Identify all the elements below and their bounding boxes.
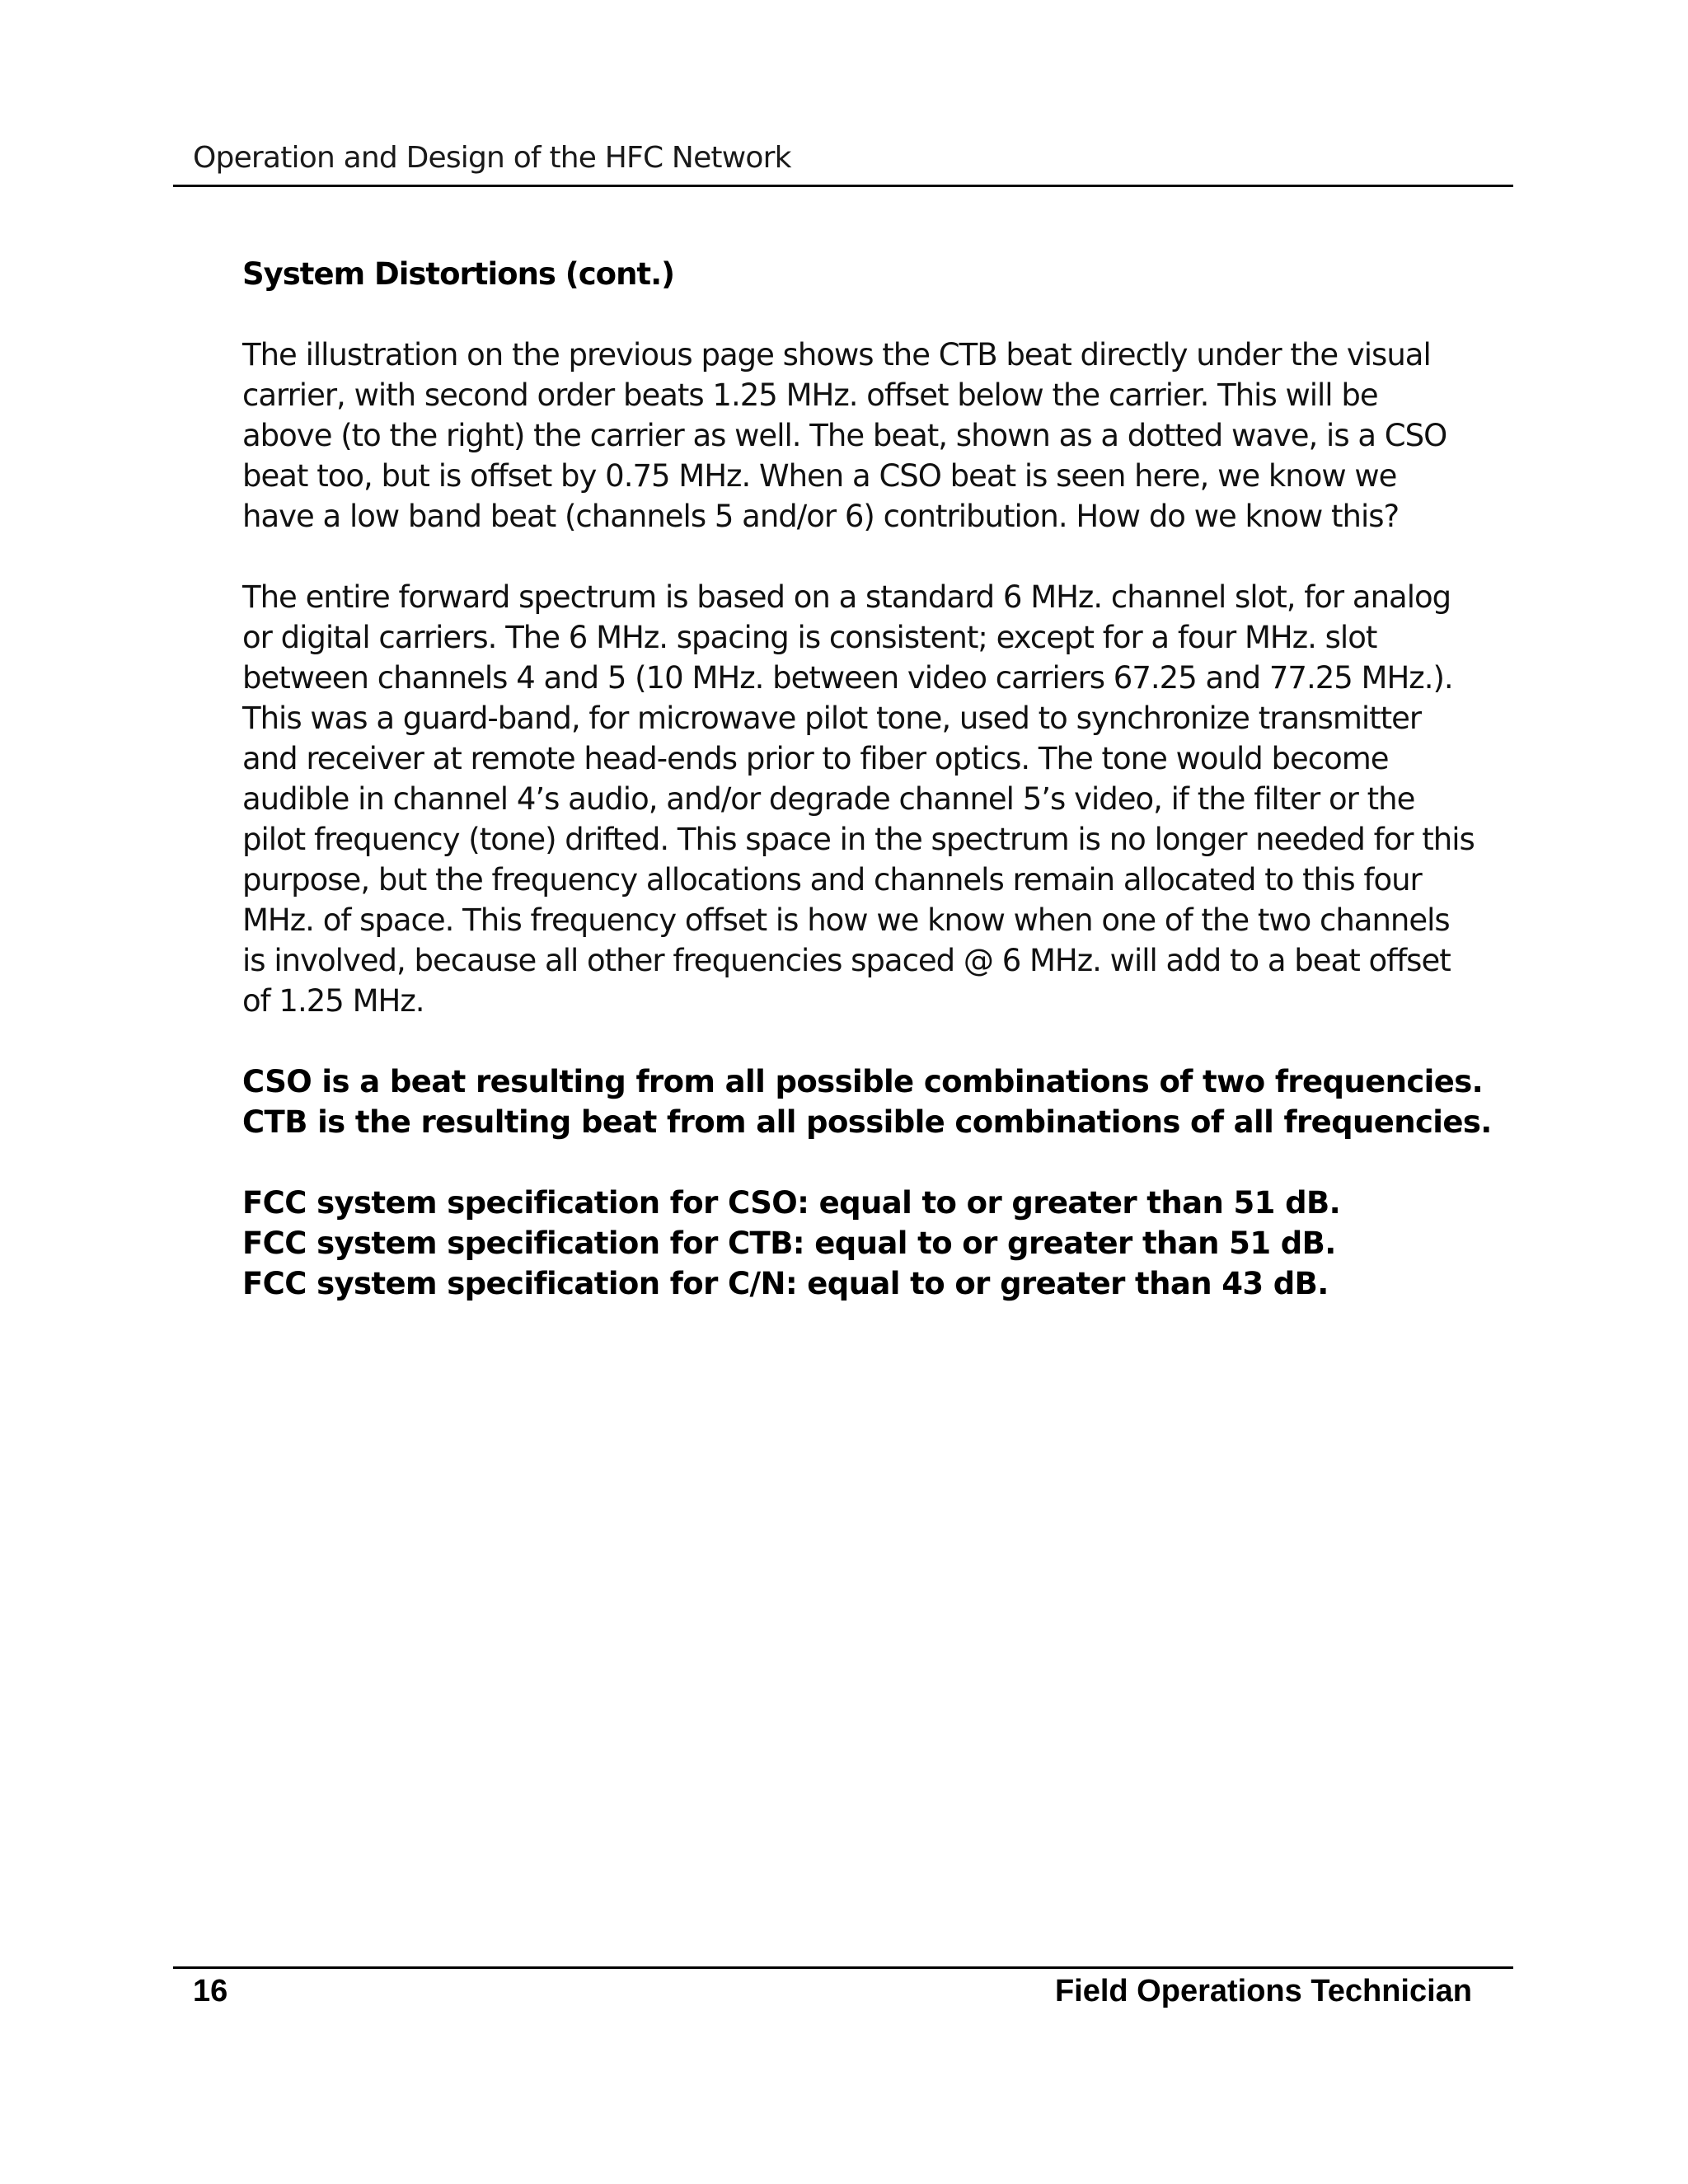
footer-title: Field Operations Technician [1054, 1974, 1472, 2008]
page-content [242, 254, 1512, 1304]
footer-divider [173, 1966, 1513, 1969]
definition-cso: CSO is a beat resulting from all possible combinations of two frequencies. [242, 1064, 1484, 1099]
page-number: 16 [193, 1974, 228, 2008]
spec-cso: FCC system specification for CSO: equal to or greater than 51 dB. [242, 1185, 1341, 1221]
paragraph-beat-description: The illustration on the previous page shows the CTB beat directly under the visual carrier, with second order beats 1.25 MHz. offset below the carrier. This will be above (to the right) the carrier as well. The beat, shown as a dotted wave, is a CSO beat too, but is offset by 0.75 MHz. When a CSO beat is seen here, we know we have a low band beat (channels 5 and/or 6) contribution. How do we know this? [242, 337, 1447, 534]
spec-ctb: FCC system specification for CTB: equal to or greater than 51 dB. [242, 1226, 1336, 1261]
section-title: System Distortions (cont.) [242, 256, 675, 292]
spec-cn: FCC system specification for C/N: equal to or greater than 43 dB. [242, 1266, 1329, 1301]
header-divider [173, 185, 1513, 187]
running-header: Operation and Design of the HFC Network [193, 141, 791, 175]
paragraph-spectrum-explanation: The entire forward spectrum is based on a standard 6 MHz. channel slot, for analog or digital carriers. The 6 MHz. spacing is consistent; except for a four MHz. slot between channels 4 and 5 (10 MHz. between video carriers 67.25 and 77.25 MHz.). This was a guard-band, for microwave pilot tone, used to synchronize transmitter and receiver at remote head-ends prior to fiber optics. The tone would become audible in channel 4’s audio, and/or degrade channel 5’s video, if the filter or the pilot frequency (tone) drifted. This space in the spectrum is no longer needed for this purpose, but the frequency allocations and channels remain allocated to this four MHz. of space. This frequency offset is how we know when one of the two channels is involved, because all other frequencies spaced @ 6 MHz. will add to a beat offset of 1.25 MHz. [242, 579, 1475, 1019]
definition-ctb: CTB is the resulting beat from all possible combinations of all frequencies. [242, 1104, 1492, 1140]
